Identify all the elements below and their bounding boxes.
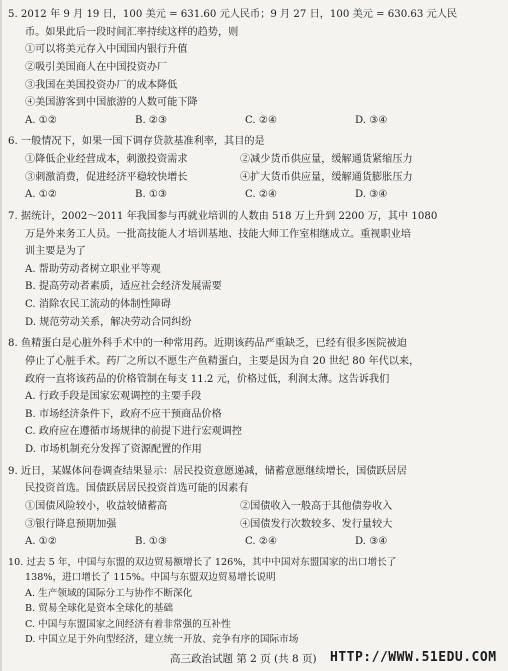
- question-10: [8, 555, 498, 648]
- choice-c: C. 政府应在遵循市场规律的前提下进行宏观调控: [25, 426, 242, 438]
- page-edge: [0, 0, 2, 671]
- statement-item: ②吸引美国商人在中国投资办厂: [25, 61, 168, 73]
- statement-item: ③银行降息预期加强: [25, 518, 117, 530]
- option-d: D. ③④: [355, 189, 388, 201]
- question-stem-line: 训主要是为了: [25, 246, 86, 258]
- statement-item: ④国债发行次数较多、发行量较大: [240, 518, 393, 530]
- statement-item: ③刺激消费，促进经济平稳较快增长: [25, 171, 188, 183]
- statement-grid: [8, 498, 498, 533]
- question-5: [8, 6, 498, 129]
- choice-c: C. 消除农民工流动的体制性障碍: [25, 299, 171, 310]
- choice-a: A. 生产领域的国际分工与协作不断深化: [25, 587, 193, 599]
- question-stem-line: 5. 2012 年 9 月 19 日，100 美元 = 631.60 元人民币；9 月 27 日，100 美元 = 630.63 元人民: [8, 9, 458, 20]
- statement-item: ②减少货币供应量，缓解通货紧缩压力: [240, 154, 413, 165]
- choice-a: A. 行政手段是国家宏观调控的主要手段: [25, 391, 202, 403]
- question-stem-line: 138%，进口增长了 115%。中国与东盟双边贸易增长说明: [25, 572, 276, 584]
- option-d: D. ③④: [355, 114, 388, 126]
- option-c: C. ②④: [245, 189, 278, 201]
- statement-item: ①国债风险较小，收益较储蓄高: [25, 500, 168, 512]
- option-d: D. ③④: [355, 536, 388, 548]
- answer-options: [8, 186, 498, 204]
- statement-item: ①降低企业经营成本，刺激投资需求: [25, 154, 188, 165]
- question-stem-line: 10. 过去 5 年，中国与东盟的双边贸易额增长了 126%，其中中国对东盟国家的出口增长了: [8, 556, 397, 568]
- statement-item: ④扩大货币供应量，缓解通货膨胀压力: [240, 171, 413, 183]
- option-c: C. ②④: [245, 114, 278, 126]
- question-8: [8, 335, 498, 458]
- question-7: [8, 208, 498, 331]
- statement-grid: [8, 151, 498, 186]
- choice-b: B. 市场经济条件下，政府不应干预商品价格: [25, 408, 222, 420]
- option-b: B. ①③: [135, 189, 168, 201]
- statement-item: ②国债收入一般高于其他债券收入: [240, 500, 393, 512]
- question-9: [8, 463, 498, 551]
- choice-a: A. 帮助劳动者树立职业平等观: [25, 263, 161, 275]
- option-a: A. ①②: [25, 114, 58, 126]
- statement-item: ①可以将美元存入中国国内银行升值: [25, 44, 188, 56]
- watermark-url: HTTP://WWW.51EDU.COM: [330, 650, 497, 665]
- statement-item: ④美国游客到中国旅游的人数可能下降: [25, 97, 198, 109]
- choice-c: C. 中国与东盟国家之间经济有着非常强的互补性: [25, 618, 231, 630]
- question-stem-line: 政府一直将该药品的价格管制在每支 11.2 元，价格过低，利润太薄。这告诉我们: [25, 373, 390, 385]
- option-b: B. ①③: [135, 536, 168, 548]
- question-stem-line: 币。如果此后一段时间汇率持续这样的趋势，则: [25, 26, 239, 38]
- option-b: B. ②③: [135, 114, 168, 126]
- option-c: C. ②④: [245, 536, 278, 548]
- choice-b: B. 贸易全球化是资本全球化的基础: [25, 603, 173, 615]
- question-stem-line: 9. 近日，某媒体问卷调查结果显示：居民投资意愿递减，储蓄意愿继续增长，国债跃居居: [8, 465, 407, 477]
- answer-options: [8, 533, 498, 551]
- question-stem-line: 7. 据统计，2002～2011 年我国参与再就业培训的人数由 518 万上升到 2200 万，其中 1080: [8, 210, 438, 222]
- question-stem-line: 万是外来务工人员。一批高技能人才培训基地、技能大师工作室相继成立。重视职业培: [25, 228, 411, 240]
- question-stem-line: 6. 一般情况下，如果一国下调存贷款基准利率，其目的是: [8, 136, 265, 148]
- choice-d: D. 中国立足于外向型经济，建立统一开放、竞争有序的国际市场: [25, 634, 299, 646]
- question-stem-line: 停止了心脏手术。药厂之所以不愿生产鱼精蛋白，主要是因为自 20 世纪 80 年代以来，: [25, 355, 420, 367]
- statement-item: ③我国在美国投资办厂的成本降低: [25, 79, 178, 91]
- option-a: A. ①②: [25, 536, 58, 548]
- answer-options: [8, 112, 498, 130]
- page-footer: 高三政治试题 第 2 页 (共 8 页): [170, 653, 317, 665]
- option-a: A. ①②: [25, 189, 58, 201]
- choice-d: D. 市场机制充分发挥了资源配置的作用: [25, 444, 202, 455]
- question-stem-line: 民投资首选。国债跃居居民投资首选可能的因素有: [25, 483, 249, 495]
- choice-b: B. 提高劳动者素质，适应社会经济发展需要: [25, 281, 222, 293]
- question-6: [8, 133, 498, 204]
- question-stem-line: 8. 鱼精蛋白是心脏外科手术中的一种常用药。近期该药品严重缺乏，已经有很多医院被迫: [8, 338, 407, 350]
- choice-d: D. 规范劳动关系，解决劳动合同纠纷: [25, 316, 192, 328]
